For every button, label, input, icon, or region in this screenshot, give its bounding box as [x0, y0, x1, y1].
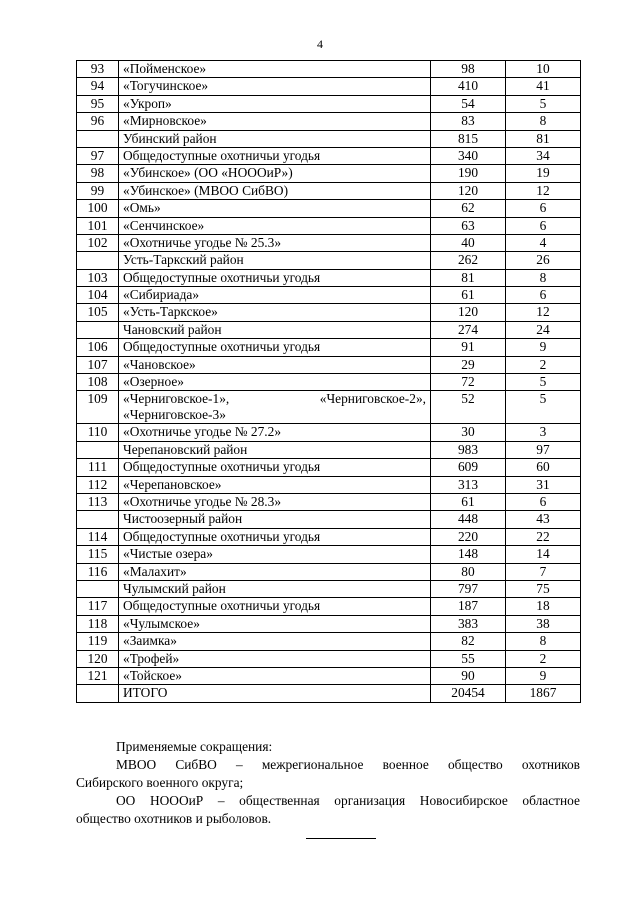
area-value: 120 [431, 182, 506, 199]
row-number: 116 [77, 563, 119, 580]
row-number: 120 [77, 650, 119, 667]
row-number [77, 252, 119, 269]
district-name: Черепановский район [119, 441, 431, 458]
row-number: 109 [77, 391, 119, 424]
ground-name: «Чистые озера» [119, 546, 431, 563]
count-value: 4 [506, 234, 581, 251]
table-row [77, 493, 581, 510]
row-number: 107 [77, 356, 119, 373]
notes-heading: Применяемые сокращения: [116, 739, 273, 754]
count-value: 8 [506, 269, 581, 286]
row-number [77, 130, 119, 147]
area-value: 83 [431, 113, 506, 130]
count-value: 6 [506, 217, 581, 234]
ground-name: «Охотничье угодье № 27.2» [119, 424, 431, 441]
district-row [77, 580, 581, 597]
district-row [77, 130, 581, 147]
area-value: 54 [431, 95, 506, 112]
count-value: 5 [506, 95, 581, 112]
ground-name: «Пойменское» [119, 61, 431, 78]
note-word: СибВО [175, 757, 217, 772]
area-value: 61 [431, 493, 506, 510]
abbreviations-notes [76, 738, 580, 828]
ground-name: Общедоступные охотничьи угодья [119, 147, 431, 164]
count-value: 60 [506, 459, 581, 476]
district-row [77, 252, 581, 269]
table-row [77, 113, 581, 130]
row-number: 101 [77, 217, 119, 234]
row-number: 114 [77, 528, 119, 545]
count-value: 6 [506, 200, 581, 217]
district-row [77, 321, 581, 338]
hunting-grounds-table [76, 60, 581, 703]
row-number: 111 [77, 459, 119, 476]
area-value: 52 [431, 391, 506, 424]
table-row [77, 95, 581, 112]
district-row [77, 685, 581, 702]
table-row [77, 459, 581, 476]
note-word: межрегиональное [261, 757, 364, 772]
area-value: 55 [431, 650, 506, 667]
count-value: 43 [506, 511, 581, 528]
note-oo-continuation: общество охотников и рыболовов. [76, 811, 272, 826]
ground-name: «Чановское» [119, 356, 431, 373]
ground-name: «Тойское» [119, 667, 431, 684]
table-row [77, 287, 581, 304]
row-number [77, 321, 119, 338]
count-value: 6 [506, 493, 581, 510]
count-value: 5 [506, 391, 581, 424]
row-number: 99 [77, 182, 119, 199]
area-value: 190 [431, 165, 506, 182]
note-mvoo-line [76, 756, 580, 774]
count-value: 10 [506, 61, 581, 78]
area-value: 410 [431, 78, 506, 95]
area-value: 91 [431, 339, 506, 356]
ground-name-part: «Черниговское-3» [123, 407, 226, 423]
row-number: 95 [77, 95, 119, 112]
area-value: 80 [431, 563, 506, 580]
ground-name: «Озерное» [119, 374, 431, 391]
table-row [77, 424, 581, 441]
ground-name: «Убинское» (МВОО СибВО) [119, 182, 431, 199]
table-row [77, 200, 581, 217]
ground-name: Общедоступные охотничьи угодья [119, 528, 431, 545]
table-row [77, 269, 581, 286]
area-value: 187 [431, 598, 506, 615]
area-value: 340 [431, 147, 506, 164]
area-value: 609 [431, 459, 506, 476]
table-row [77, 147, 581, 164]
table-row [77, 165, 581, 182]
ground-name: «Мирновское» [119, 113, 431, 130]
count-value: 26 [506, 252, 581, 269]
table-row [77, 391, 581, 424]
area-value: 448 [431, 511, 506, 528]
district-name: Чановский район [119, 321, 431, 338]
count-value: 31 [506, 476, 581, 493]
table-row [77, 182, 581, 199]
ground-name: «Тогучинское» [119, 78, 431, 95]
ground-name: «Заимка» [119, 633, 431, 650]
count-value: 8 [506, 113, 581, 130]
district-name: Усть-Таркский район [119, 252, 431, 269]
area-value: 63 [431, 217, 506, 234]
ground-name: «Усть-Таркское» [119, 304, 431, 321]
table-row [77, 476, 581, 493]
count-value: 12 [506, 182, 581, 199]
area-value: 81 [431, 269, 506, 286]
district-name: ИТОГО [119, 685, 431, 702]
area-value: 72 [431, 374, 506, 391]
area-value: 815 [431, 130, 506, 147]
area-value: 61 [431, 287, 506, 304]
count-value: 38 [506, 615, 581, 632]
table-row [77, 356, 581, 373]
row-number: 103 [77, 269, 119, 286]
row-number: 117 [77, 598, 119, 615]
area-value: 62 [431, 200, 506, 217]
count-value: 19 [506, 165, 581, 182]
table-row [77, 563, 581, 580]
count-value: 34 [506, 147, 581, 164]
row-number: 94 [77, 78, 119, 95]
area-value: 30 [431, 424, 506, 441]
note-word: организация [334, 793, 406, 808]
note-word: МВОО [116, 757, 157, 772]
count-value: 24 [506, 321, 581, 338]
ground-name: «Сенчинское» [119, 217, 431, 234]
count-value: 14 [506, 546, 581, 563]
table-row [77, 339, 581, 356]
count-value: 9 [506, 667, 581, 684]
area-value: 383 [431, 615, 506, 632]
page-number: 4 [317, 37, 323, 51]
note-word: – [217, 793, 225, 808]
district-name: Убинский район [119, 130, 431, 147]
row-number [77, 685, 119, 702]
row-number: 104 [77, 287, 119, 304]
row-number: 102 [77, 234, 119, 251]
count-value: 81 [506, 130, 581, 147]
table-row [77, 546, 581, 563]
table-row [77, 528, 581, 545]
row-number: 119 [77, 633, 119, 650]
row-number [77, 441, 119, 458]
row-number: 93 [77, 61, 119, 78]
note-word: общественная [239, 793, 320, 808]
count-value: 9 [506, 339, 581, 356]
area-value: 98 [431, 61, 506, 78]
table-row [77, 234, 581, 251]
row-number: 112 [77, 476, 119, 493]
ground-name: «Черепановское» [119, 476, 431, 493]
table-row [77, 217, 581, 234]
table-body [77, 61, 581, 703]
count-value: 8 [506, 633, 581, 650]
count-value: 41 [506, 78, 581, 95]
row-number [77, 511, 119, 528]
table-row [77, 304, 581, 321]
district-row [77, 511, 581, 528]
ground-name: «Малахит» [119, 563, 431, 580]
note-oo-line [76, 792, 580, 810]
row-number: 105 [77, 304, 119, 321]
district-row [77, 441, 581, 458]
count-value: 97 [506, 441, 581, 458]
ground-name: «Трофей» [119, 650, 431, 667]
row-number: 100 [77, 200, 119, 217]
note-word: охотников [521, 757, 580, 772]
count-value: 75 [506, 580, 581, 597]
area-value: 313 [431, 476, 506, 493]
area-value: 29 [431, 356, 506, 373]
note-word: Новосибирское [419, 793, 508, 808]
ground-name-part: «Черниговское-1», [123, 391, 230, 407]
count-value: 2 [506, 356, 581, 373]
table-row [77, 374, 581, 391]
count-value: 5 [506, 374, 581, 391]
area-value: 120 [431, 304, 506, 321]
row-number: 118 [77, 615, 119, 632]
area-value: 40 [431, 234, 506, 251]
row-number [77, 580, 119, 597]
row-number: 108 [77, 374, 119, 391]
count-value: 12 [506, 304, 581, 321]
row-number: 115 [77, 546, 119, 563]
count-value: 7 [506, 563, 581, 580]
count-value: 3 [506, 424, 581, 441]
note-word: общество [447, 757, 503, 772]
count-value: 6 [506, 287, 581, 304]
row-number: 97 [77, 147, 119, 164]
district-name: Чулымский район [119, 580, 431, 597]
ground-name: «Охотничье угодье № 25.3» [119, 234, 431, 251]
ground-name: Общедоступные охотничьи угодья [119, 339, 431, 356]
area-value: 983 [431, 441, 506, 458]
ground-name: «Убинское» (ОО «НОООиР») [119, 165, 431, 182]
row-number: 98 [77, 165, 119, 182]
ground-name: «Укроп» [119, 95, 431, 112]
count-value: 18 [506, 598, 581, 615]
table-row [77, 633, 581, 650]
ground-name: «Сибириада» [119, 287, 431, 304]
table-row [77, 615, 581, 632]
ground-name: Общедоступные охотничьи угодья [119, 598, 431, 615]
ground-name: Общедоступные охотничьи угодья [119, 459, 431, 476]
area-value: 82 [431, 633, 506, 650]
ground-name: «Омь» [119, 200, 431, 217]
note-word: военное [382, 757, 429, 772]
count-value: 22 [506, 528, 581, 545]
row-number: 106 [77, 339, 119, 356]
note-mvoo-continuation: Сибирского военного округа; [76, 775, 244, 790]
area-value: 797 [431, 580, 506, 597]
table-row [77, 78, 581, 95]
row-number: 110 [77, 424, 119, 441]
area-value: 220 [431, 528, 506, 545]
table-row [77, 598, 581, 615]
ground-name: Общедоступные охотничьи угодья [119, 269, 431, 286]
table-row [77, 667, 581, 684]
end-divider [306, 838, 376, 839]
area-value: 262 [431, 252, 506, 269]
area-value: 90 [431, 667, 506, 684]
ground-name: «Охотничье угодье № 28.3» [119, 493, 431, 510]
ground-name-line [123, 391, 426, 407]
ground-name [119, 391, 431, 424]
area-value: 20454 [431, 685, 506, 702]
area-value: 148 [431, 546, 506, 563]
area-value: 274 [431, 321, 506, 338]
note-word: областное [522, 793, 580, 808]
count-value: 2 [506, 650, 581, 667]
note-word: НОООиР [149, 793, 204, 808]
note-word: – [235, 757, 243, 772]
row-number: 113 [77, 493, 119, 510]
table-row [77, 650, 581, 667]
ground-name: «Чулымское» [119, 615, 431, 632]
note-word: ОО [116, 793, 136, 808]
count-value: 1867 [506, 685, 581, 702]
ground-name-part: «Черниговское-2», [319, 391, 426, 407]
table-row [77, 61, 581, 78]
row-number: 121 [77, 667, 119, 684]
district-name: Чистоозерный район [119, 511, 431, 528]
row-number: 96 [77, 113, 119, 130]
